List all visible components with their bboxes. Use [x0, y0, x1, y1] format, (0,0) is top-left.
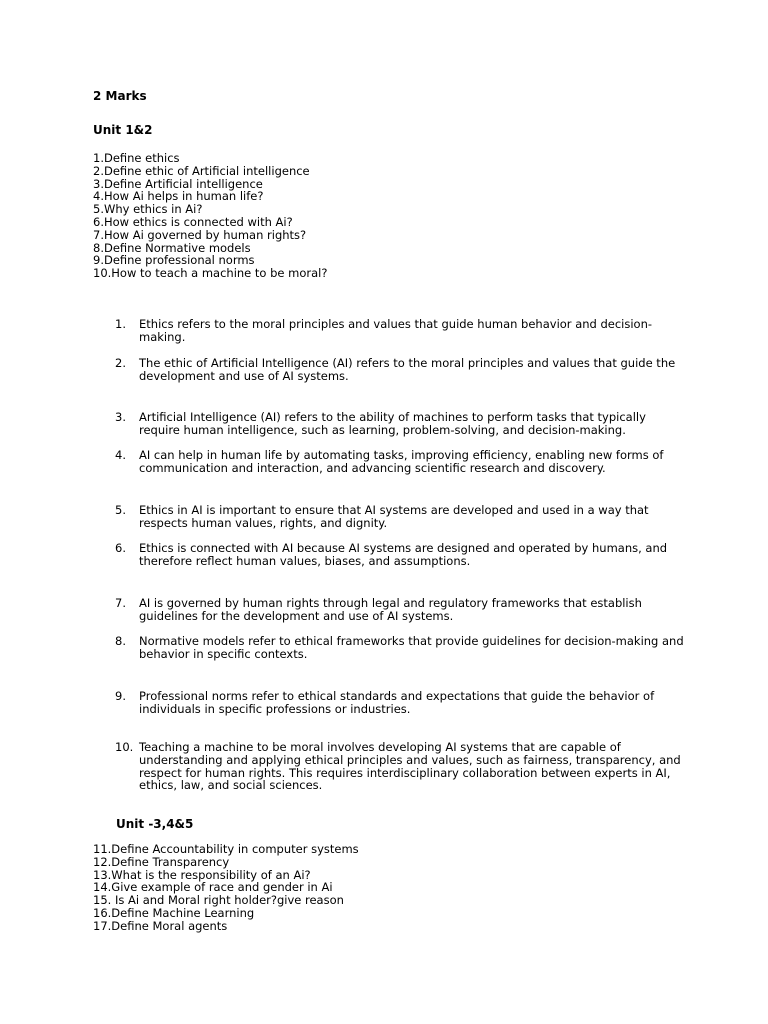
answer-text: Artificial Intelligence (AI) refers to the ability of machines to perform tasks that typically require human intelligence, such as learning, problem-solving, and decision-making. [139, 410, 646, 437]
question-item: 9.Define professional norms [93, 253, 255, 268]
answer-text: Teaching a machine to be moral involves developing AI systems that are capable of understanding and applying ethical principles and values, such as fairness, transparency, and respect for human rights. This requires interdisciplinary collaboration between experts in AI, ethics, law, and social sciences. [139, 740, 681, 793]
answer-item [115, 411, 685, 437]
question-item: 12.Define Transparency [93, 854, 230, 869]
answer-number: 7. [115, 596, 126, 610]
answer-number: 6. [115, 541, 126, 555]
answer-item [115, 690, 685, 716]
answer-number: 10. [115, 740, 134, 754]
question-item: 3.Define Artificial intelligence [93, 176, 263, 191]
question-item: 4.How Ai helps in human life? [93, 189, 264, 204]
answer-text: Normative models refer to ethical frameworks that provide guidelines for decision-making and behavior in specific contexts. [139, 634, 684, 661]
answer-number: 4. [115, 448, 126, 462]
answer-item [115, 357, 685, 383]
question-item: 1.Define ethics [93, 151, 180, 165]
answer-item [115, 449, 685, 475]
unit-1-2-question-list [93, 152, 327, 280]
question-item: 6.How ethics is connected with Ai? [93, 214, 293, 229]
unit-3-4-5-question-list [93, 843, 359, 933]
answer-text: Ethics in AI is important to ensure that AI systems are developed and used in a way that respects human values, rights, and dignity. [139, 503, 649, 530]
question-item: 17.Define Moral agents [93, 918, 228, 933]
answer-number: 3. [115, 410, 126, 424]
question-item: 2.Define ethic of Artificial intelligence [93, 163, 310, 178]
question-item: 16.Define Machine Learning [93, 905, 255, 920]
question-item: 10.How to teach a machine to be moral? [93, 266, 328, 281]
answer-text: Ethics is connected with AI because AI systems are designed and operated by humans, and therefore reflect human values, biases, and assumptions. [139, 541, 668, 568]
answer-text: The ethic of Artificial Intelligence (AI) refers to the moral principles and values that guide the development and use of AI systems. [139, 356, 676, 383]
answer-item [115, 542, 685, 568]
question-item: 13.What is the responsibility of an Ai? [93, 867, 311, 882]
answer-number: 1. [115, 317, 126, 331]
answer-number: 8. [115, 634, 126, 648]
unit-1-2-heading: Unit 1&2 [93, 123, 153, 137]
question-item: 11.Define Accountability in computer systems [93, 842, 359, 856]
answer-number: 5. [115, 503, 126, 517]
answer-number: 2. [115, 356, 126, 370]
question-item: 15. Is Ai and Moral right holder?give reason [93, 893, 344, 908]
unit-3-4-5-heading: Unit -3,4&5 [116, 817, 194, 831]
answer-text: Professional norms refer to ethical standards and expectations that guide the behavior of individuals in specific professions or industries. [139, 689, 655, 716]
answer-text: AI is governed by human rights through legal and regulatory frameworks that establish guidelines for the development and use of AI systems. [139, 596, 642, 623]
answer-item [115, 741, 685, 792]
answer-item [115, 318, 685, 344]
question-item: 8.Define Normative models [93, 240, 251, 255]
answer-number: 9. [115, 689, 126, 703]
question-item: 14.Give example of race and gender in Ai [93, 880, 333, 895]
answer-item [115, 635, 685, 661]
question-item: 7.How Ai governed by human rights? [93, 227, 307, 242]
question-item: 5.Why ethics in Ai? [93, 202, 203, 217]
answer-text: Ethics refers to the moral principles and values that guide human behavior and decision-making. [139, 317, 653, 344]
answer-item [115, 597, 685, 623]
marks-heading: 2 Marks [93, 89, 147, 103]
answer-text: AI can help in human life by automating tasks, improving efficiency, enabling new forms of communication and interaction, and advancing scientific research and discovery. [139, 448, 664, 475]
answer-item [115, 504, 685, 530]
